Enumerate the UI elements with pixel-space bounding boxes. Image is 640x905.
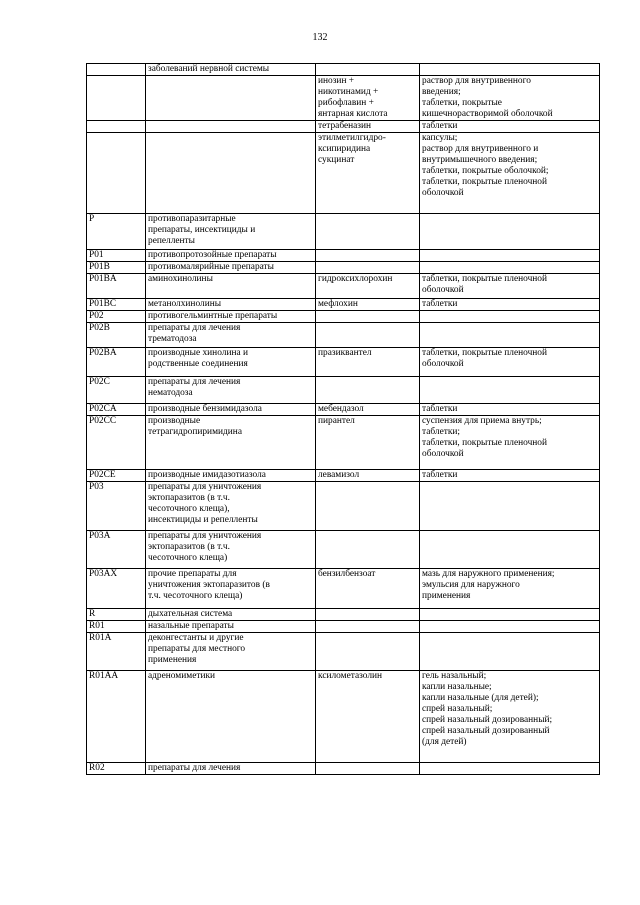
anatomical-group-cell: дыхательная система [146,609,316,621]
drug-name-cell [316,64,420,76]
dosage-form-cell: суспензия для приема внутрь; таблетки; таблетки, покрытые пленочной оболочкой [420,416,600,470]
dosage-form-cell [420,250,600,262]
drug-name-cell: левамизол [316,470,420,482]
anatomical-group-cell: адреномиметики [146,671,316,763]
atc-code-cell [87,76,146,121]
drug-name-cell [316,311,420,323]
dosage-form-cell: таблетки [420,470,600,482]
anatomical-group-cell: аминохинолины [146,274,316,299]
table-row [87,121,600,133]
dosage-form-cell [420,262,600,274]
table-row [87,250,600,262]
dosage-form-cell: раствор для внутривенного введения; таблетки, покрытые кишечнорастворимой оболочкой [420,76,600,121]
anatomical-group-cell: препараты для уничтожения эктопаразитов (в т.ч. чесоточного клеща) [146,531,316,569]
anatomical-group-cell: противогельминтные препараты [146,311,316,323]
drug-name-cell: бензилбензоат [316,569,420,609]
anatomical-group-cell: противопаразитарные препараты, инсектициды и репелленты [146,214,316,250]
table-row [87,262,600,274]
atc-code-cell: P03A [87,531,146,569]
atc-code-cell: P01B [87,262,146,274]
drug-name-cell [316,377,420,404]
anatomical-group-cell: деконгестанты и другие препараты для местного применения [146,633,316,671]
dosage-form-cell [420,323,600,348]
anatomical-group-cell: препараты для лечения трематодоза [146,323,316,348]
atc-code-cell: P01BA [87,274,146,299]
table-row [87,274,600,299]
anatomical-group-cell: производные хинолина и родственные соединения [146,348,316,377]
atc-code-cell: P02CC [87,416,146,470]
dosage-form-cell: мазь для наружного применения; эмульсия для наружного применения [420,569,600,609]
atc-code-cell: R [87,609,146,621]
drug-name-cell [316,214,420,250]
table-row [87,763,600,775]
dosage-form-cell [420,64,600,76]
drug-name-cell [316,621,420,633]
anatomical-group-cell: препараты для лечения [146,763,316,775]
dosage-form-cell [420,763,600,775]
drug-name-cell: празиквантел [316,348,420,377]
table-row [87,609,600,621]
atc-code-cell: P02CE [87,470,146,482]
drug-name-cell [316,763,420,775]
table-row [87,311,600,323]
atc-code-cell: R01A [87,633,146,671]
table-row [87,470,600,482]
drug-name-cell [316,531,420,569]
anatomical-group-cell: противомалярийные препараты [146,262,316,274]
anatomical-group-cell: заболеваний нервной системы [146,64,316,76]
atc-code-cell: P [87,214,146,250]
anatomical-group-cell: прочие препараты для уничтожения эктопаразитов (в т.ч. чесоточного клеща) [146,569,316,609]
dosage-form-cell [420,633,600,671]
drug-name-cell: мефлохин [316,299,420,311]
table-row [87,214,600,250]
table-row [87,633,600,671]
dosage-form-cell [420,214,600,250]
table-row [87,621,600,633]
drug-table-body [87,64,600,775]
atc-code-cell: R02 [87,763,146,775]
drug-name-cell [316,609,420,621]
drug-name-cell: пирантел [316,416,420,470]
drug-name-cell: гидроксихлорохин [316,274,420,299]
table-row [87,64,600,76]
dosage-form-cell [420,482,600,531]
anatomical-group-cell [146,76,316,121]
table-row [87,531,600,569]
atc-code-cell: R01 [87,621,146,633]
drug-name-cell: тетрабеназин [316,121,420,133]
table-row [87,416,600,470]
atc-code-cell: P01 [87,250,146,262]
atc-code-cell: P01BC [87,299,146,311]
drug-name-cell [316,262,420,274]
anatomical-group-cell: противопротозойные препараты [146,250,316,262]
table-row [87,76,600,121]
anatomical-group-cell: производные бензимидазола [146,404,316,416]
table-row [87,482,600,531]
atc-code-cell: P02C [87,377,146,404]
atc-code-cell: P02BA [87,348,146,377]
table-row [87,377,600,404]
atc-code-cell: R01AA [87,671,146,763]
table-row [87,404,600,416]
dosage-form-cell: таблетки, покрытые пленочной оболочкой [420,274,600,299]
anatomical-group-cell: препараты для лечения нематодоза [146,377,316,404]
anatomical-group-cell: препараты для уничтожения эктопаразитов (в т.ч. чесоточного клеща), инсектициды и репелленты [146,482,316,531]
dosage-form-cell [420,621,600,633]
table-row [87,133,600,214]
table-row [87,323,600,348]
table-row [87,299,600,311]
page-number: 132 [312,32,328,43]
table-row [87,348,600,377]
dosage-form-cell [420,609,600,621]
drug-name-cell: инозин + никотинамид + рибофлавин + янтарная кислота [316,76,420,121]
atc-code-cell: P03AX [87,569,146,609]
anatomical-group-cell [146,121,316,133]
drug-name-cell [316,633,420,671]
dosage-form-cell [420,531,600,569]
atc-code-cell [87,121,146,133]
atc-code-cell: P02CA [87,404,146,416]
table-row [87,671,600,763]
atc-code-cell [87,64,146,76]
drug-name-cell [316,482,420,531]
anatomical-group-cell: метанолхинолины [146,299,316,311]
dosage-form-cell: гель назальный; капли назальные; капли назальные (для детей); спрей назальный; спрей назальный дозированный; спрей назальный дозированный (для детей) [420,671,600,763]
anatomical-group-cell [146,133,316,214]
drug-name-cell [316,323,420,348]
drug-table [86,63,600,775]
anatomical-group-cell: назальные препараты [146,621,316,633]
dosage-form-cell: таблетки [420,121,600,133]
dosage-form-cell: таблетки [420,299,600,311]
drug-name-cell: мебендазол [316,404,420,416]
atc-code-cell [87,133,146,214]
dosage-form-cell [420,377,600,404]
atc-code-cell: P02 [87,311,146,323]
table-row [87,569,600,609]
dosage-form-cell: таблетки, покрытые пленочной оболочкой [420,348,600,377]
dosage-form-cell: таблетки [420,404,600,416]
anatomical-group-cell: производные тетрагидропиримидина [146,416,316,470]
drug-name-cell [316,250,420,262]
atc-code-cell: P02B [87,323,146,348]
dosage-form-cell [420,311,600,323]
drug-name-cell: ксилометазолин [316,671,420,763]
atc-code-cell: P03 [87,482,146,531]
drug-name-cell: этилметилгидро- ксипиридина сукцинат [316,133,420,214]
anatomical-group-cell: производные имидазотиазола [146,470,316,482]
dosage-form-cell: капсулы; раствор для внутривенного и внутримышечного введения; таблетки, покрытые оболочкой; таблетки, покрытые пленочной оболочкой [420,133,600,214]
